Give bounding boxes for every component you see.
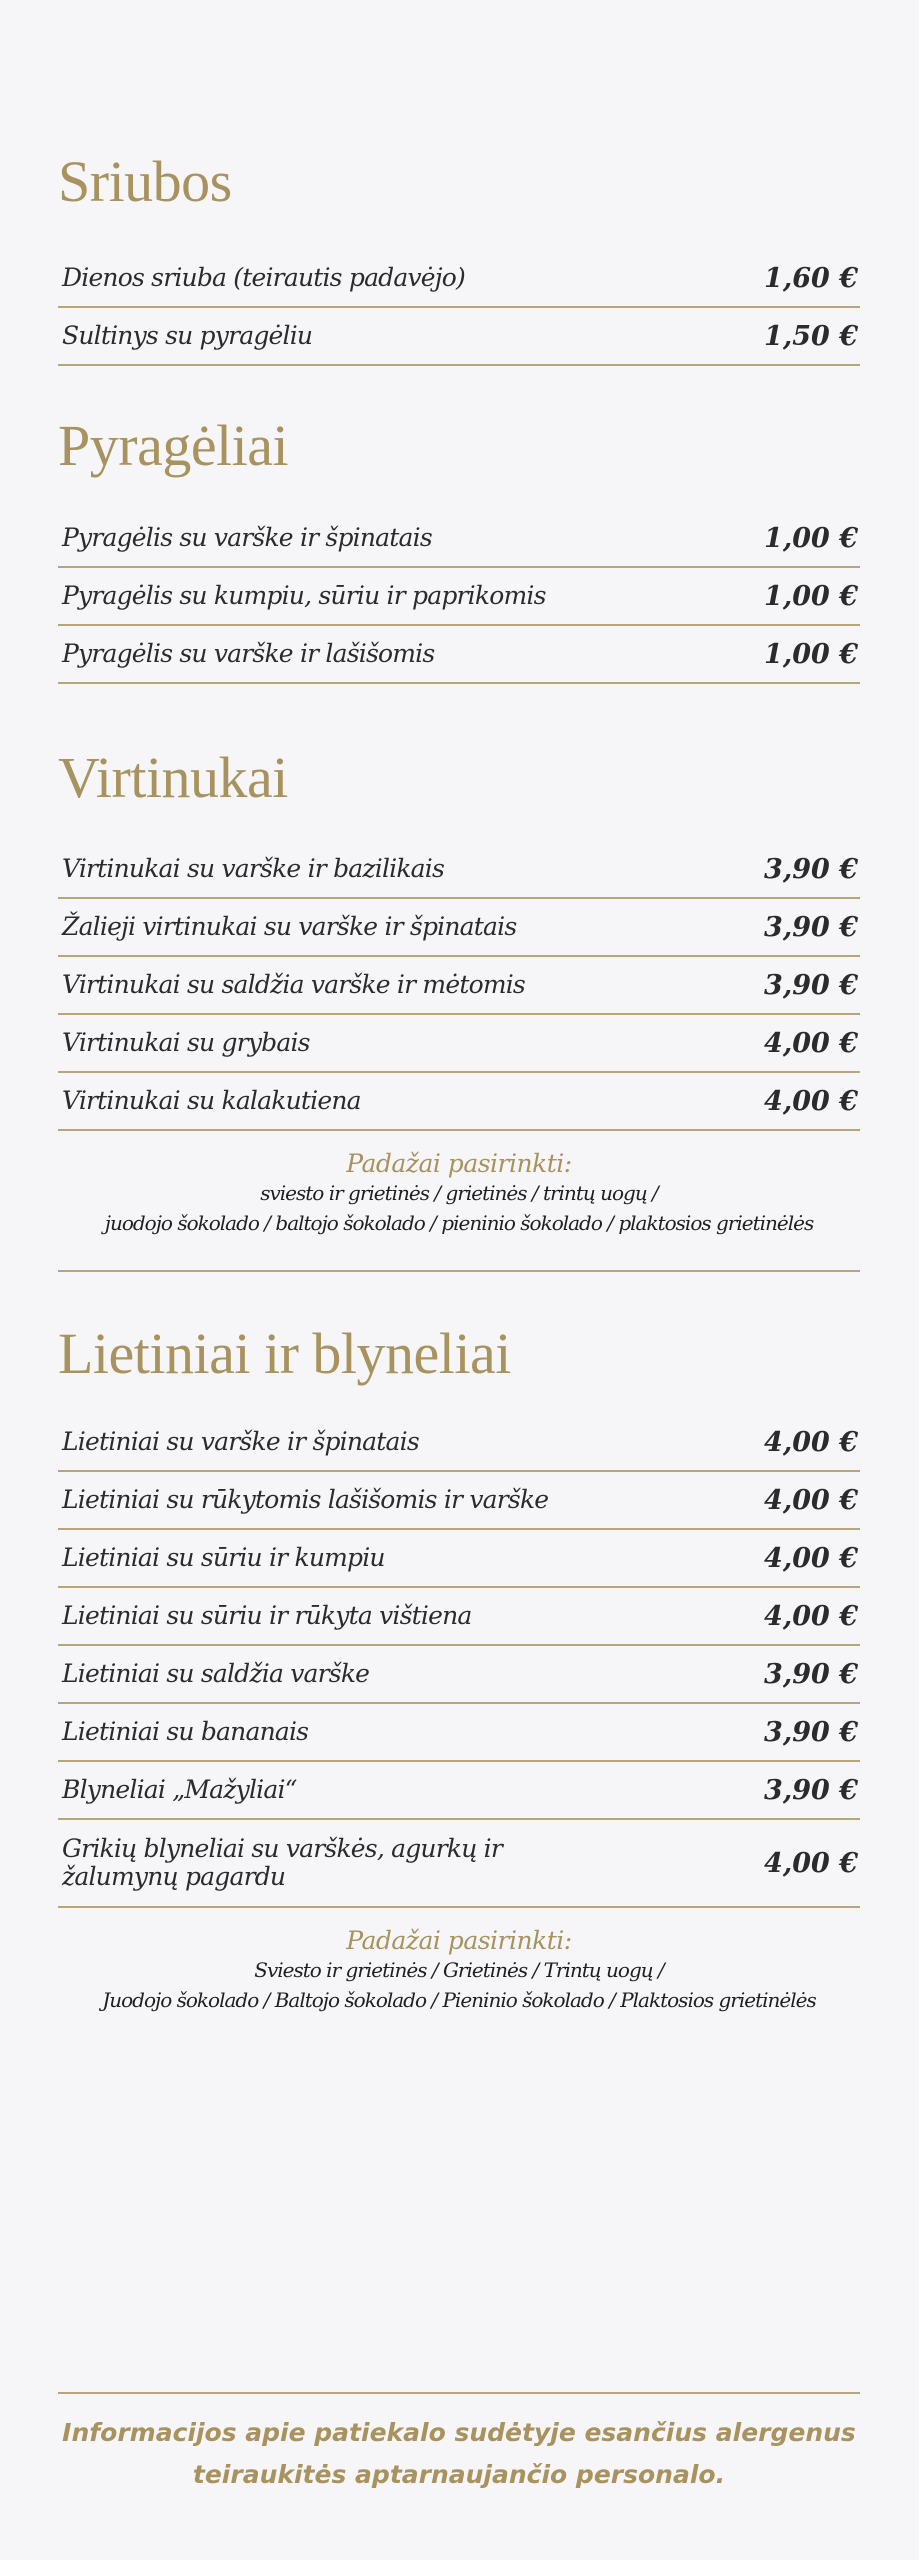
menu-item [58,1530,860,1588]
menu-item [58,957,860,1015]
item-price: 1,00 € [764,580,858,612]
menu-item [58,1820,860,1908]
item-price: 4,00 € [764,1027,858,1059]
allergen-notice [58,2392,860,2496]
menu-item [58,1414,860,1472]
item-name: Pyragėlis su varške ir lašišomis [62,639,435,668]
sauces-options-line: Sviesto ir grietinės / Grietinės / Trintų uogų / [254,1958,664,1982]
item-price: 3,90 € [764,911,858,943]
item-name: Dienos sriuba (teirautis padavėjo) [62,263,465,292]
section-pastries [58,413,860,684]
menu-item [58,1588,860,1646]
item-price: 1,00 € [764,638,858,670]
item-price: 1,60 € [764,262,858,294]
item-price: 3,90 € [764,1658,858,1690]
item-price: 1,00 € [764,522,858,554]
item-name: Virtinukai su saldžia varške ir mėtomis [62,970,525,999]
allergen-notice-line: teiraukitės aptarnaujančio personalo. [192,2460,726,2489]
item-price: 4,00 € [764,1484,858,1516]
item-name: Sultinys su pyragėliu [62,321,313,350]
menu-items [58,841,860,1131]
item-name: Virtinukai su grybais [62,1028,310,1057]
item-price: 3,90 € [764,1716,858,1748]
item-price: 4,00 € [764,1426,858,1458]
section-dumplings [58,745,860,1272]
allergen-notice-line: Informacijos apie patiekalo sudėtyje esančius alergenus [62,2418,856,2447]
section-title: Virtinukai [58,745,288,810]
menu-item [58,510,860,568]
item-price: 4,00 € [764,1542,858,1574]
item-price: 3,90 € [764,969,858,1001]
section-pancakes [58,1321,860,2015]
sauces-note [58,1926,860,2015]
menu-item [58,626,860,684]
item-name: Lietiniai su varške ir špinatais [62,1427,419,1456]
sauces-note [58,1149,860,1238]
menu-item [58,841,860,899]
item-name: Virtinukai su kalakutiena [62,1086,361,1115]
item-name: Virtinukai su varške ir bazilikais [62,854,445,883]
item-price: 4,00 € [764,1085,858,1117]
section-title: Pyragėliai [58,413,289,478]
menu-item [58,1015,860,1073]
sauces-options-line: Juodojo šokolado / Baltojo šokolado / Pieninio šokolado / Plaktosios grietinėlės [102,1988,816,2012]
item-name: Grikių blyneliai su varškės, agurkų ir žalumynų pagardu [62,1834,503,1891]
menu-item [58,899,860,957]
item-name: Lietiniai su bananais [62,1717,309,1746]
menu-item [58,1472,860,1530]
item-price: 1,50 € [764,320,858,352]
item-name: Žalieji virtinukai su varške ir špinatais [62,912,517,941]
sauces-options-line: juodojo šokolado / baltojo šokolado / pieninio šokolado / plaktosios grietinėlės [104,1211,814,1235]
sauces-title: Padažai pasirinkti: [346,1926,572,1955]
menu-items [58,250,860,366]
section-title: Lietiniai ir blyneliai [58,1321,511,1386]
menu-item [58,1646,860,1704]
menu-item [58,1073,860,1131]
menu-item [58,1762,860,1820]
menu-item [58,568,860,626]
item-price: 3,90 € [764,853,858,885]
menu-item [58,308,860,366]
menu-item [58,250,860,308]
sauces-title: Padažai pasirinkti: [346,1149,572,1178]
item-name: Lietiniai su sūriu ir rūkyta vištiena [62,1601,472,1630]
item-name: Pyragėlis su varške ir špinatais [62,523,432,552]
item-name: Pyragėlis su kumpiu, sūriu ir paprikomis [62,581,546,610]
item-name: Lietiniai su sūriu ir kumpiu [62,1543,385,1572]
item-name: Lietiniai su rūkytomis lašišomis ir varške [62,1485,549,1514]
menu-item [58,1704,860,1762]
item-name: Lietiniai su saldžia varške [62,1659,370,1688]
item-name: Blyneliai „Mažyliai“ [62,1775,297,1804]
item-price: 4,00 € [764,1847,858,1879]
sauces-options-line: sviesto ir grietinės / grietinės / trintų uogų / [260,1181,658,1205]
item-price: 4,00 € [764,1600,858,1632]
section-soups [58,149,860,366]
menu-items [58,510,860,684]
menu-items [58,1414,860,1908]
section-title: Sriubos [58,149,232,214]
item-price: 3,90 € [764,1774,858,1806]
section-divider [58,1270,860,1272]
